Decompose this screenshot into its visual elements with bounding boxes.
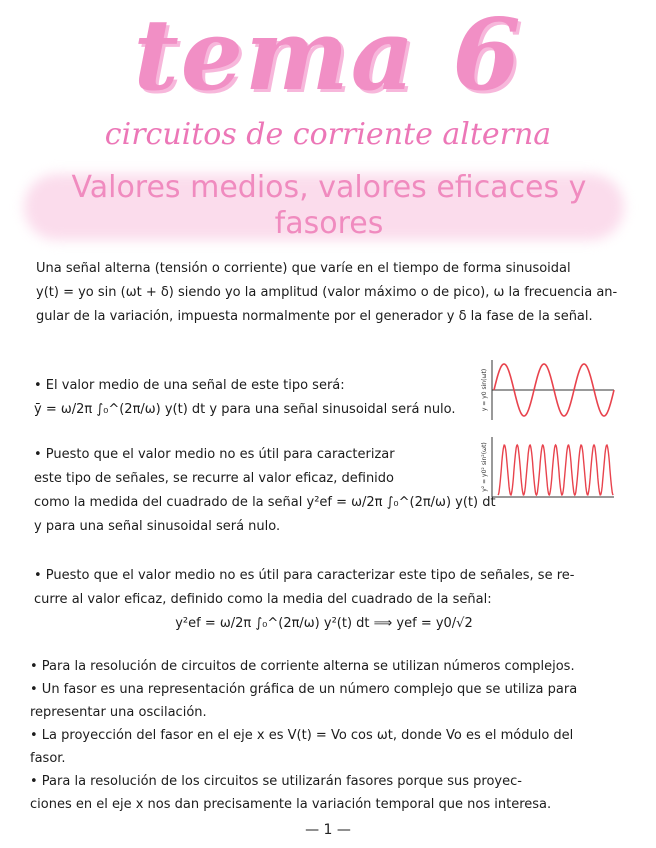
bullet-line: • Para la resolución de circuitos de corriente alterna se utilizan números complejos. xyxy=(30,659,575,674)
section-heading: Valores medios, valores eficaces y fasores xyxy=(24,170,634,250)
intro-line: gular de la variación, impuesta normalmente por el generador y δ la fase de la señal. xyxy=(36,309,593,324)
bullet-line: • Para la resolución de los circuitos se utilizarán fasores porque sus proyec- xyxy=(30,774,522,789)
bullet-line: como la medida del cuadrado de la señal y²ef = ω/2π ∫₀^(2π/ω) y(t) dt xyxy=(34,495,496,510)
bullet-mean-value xyxy=(34,374,464,422)
formula-mean: ȳ = ω/2π ∫₀^(2π/ω) y(t) dt y para una señal sinusoidal será nulo. xyxy=(34,402,456,417)
page-title: tema 6 xyxy=(133,0,523,113)
intro-line: Una señal alterna (tensión o corriente) que varíe en el tiempo de forma sinusoidal xyxy=(36,261,571,276)
formula-rms: y²ef = ω/2π ∫₀^(2π/ω) y²(t) dt ⟹ yef = y0/√2 xyxy=(175,616,473,631)
bullet-line: representar una oscilación. xyxy=(30,705,207,720)
bullet-line: ciones en el eje x nos dan precisamente la variación temporal que nos interesa. xyxy=(30,797,552,812)
sine-squared-curve xyxy=(498,445,613,495)
bullet-line: • La proyección del fasor en el eje x es V(t) = Vo cos ωt, donde Vo es el módulo del xyxy=(30,728,574,743)
sine-squared-plot xyxy=(478,433,618,503)
bullet-line: • El valor medio de una señal de este tipo será: xyxy=(34,378,345,393)
sine-plot-ylabel: y = y0 sin(ωt) xyxy=(481,368,488,412)
bullet-line: • Puesto que el valor medio no es útil para caracterizar xyxy=(34,447,395,462)
intro-line: y(t) = yo sin (ωt + δ) siendo yo la amplitud (valor máximo o de pico), ω la frecuencia an- xyxy=(36,285,618,300)
bullet-line: • Un fasor es una representación gráfica de un número complejo que se utiliza para xyxy=(30,682,578,697)
phasor-bullets xyxy=(30,655,630,816)
bullet-line: curre al valor eficaz, definido como la media del cuadrado de la señal: xyxy=(34,592,492,607)
bullet-line: y para una señal sinusoidal será nulo. xyxy=(34,519,281,534)
intro-paragraph xyxy=(36,257,618,329)
bullet-line: fasor. xyxy=(30,751,66,766)
page-subtitle: circuitos de corriente alterna xyxy=(104,117,552,152)
sine-plot xyxy=(478,356,618,424)
page-number: — 1 — xyxy=(305,822,351,838)
bullet-line: este tipo de señales, se recurre al valor eficaz, definido xyxy=(34,471,395,486)
bullet-line: • Puesto que el valor medio no es útil para caracterizar este tipo de señales, se re- xyxy=(34,568,575,583)
sine-squared-plot-ylabel: y² = y0² sin²(ωt) xyxy=(481,442,488,492)
bullet-rms-definition xyxy=(34,564,614,636)
